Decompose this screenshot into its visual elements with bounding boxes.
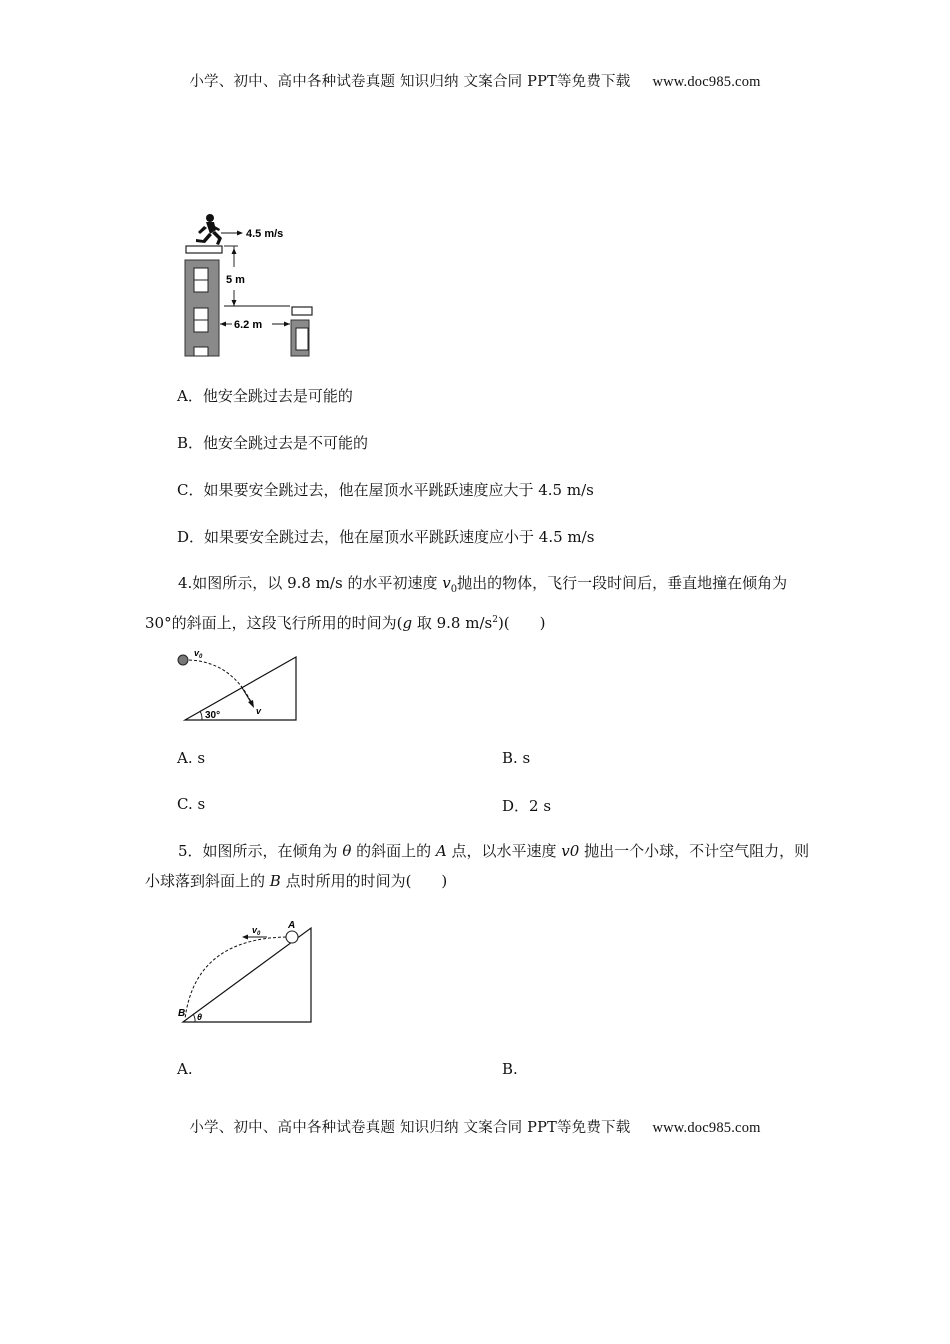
q4-text-2: 抛出的物体，飞行一段时间后，垂直地撞在倾角为 30°的斜面上，这段飞行所用的时间为( [145,574,788,632]
fig3-v0-label: $v_0$ [252,925,261,937]
runner-icon [196,214,222,245]
q5-text-5: 点时所用的时间为( ) [280,872,448,890]
q4-option-a: A. s [177,749,206,767]
ball-icon [178,655,188,665]
page-header [0,70,950,91]
header-text: 小学、初中、高中各种试卷真题 知识归纳 文案合同 PPT等免费下载 [189,74,631,90]
header-site: www.doc985.com [652,74,761,90]
q4-option-c: C. s [177,795,206,813]
footer-text: 小学、初中、高中各种试卷真题 知识归纳 文案合同 PPT等免费下载 [189,1120,631,1136]
q3-option-b: B．他安全跳过去是不可能的 [177,434,369,452]
fig2-v0-label: $v_0$ [194,648,203,660]
q4-stem [145,568,810,638]
q5-option-b: B. [502,1060,518,1078]
q5-text-4: 抛出一个小球，不计空气阻力，则小球落到斜面上的 [145,842,810,890]
q5-point-b: B [269,872,281,890]
q4-option-d: D．2 s [502,797,552,815]
q4-option-b: B. s [502,749,531,767]
q3-option-c: C．如果要安全跳过去，他在屋顶水平跳跃速度应大于 4.5 m/s [177,481,594,499]
q4-text-4: )( ) [497,614,546,632]
q3-option-a: A．他安全跳过去是可能的 [177,387,353,405]
fig2-v-label: v [256,706,262,716]
q4-text-3: 取 9.8 m/s [412,614,493,632]
incline-triangle [185,657,296,720]
q4-g: g [402,614,413,632]
q5-point-a: A [435,842,447,860]
page-footer [0,1116,950,1137]
incline-theta-figure [175,915,320,1030]
footer-site: www.doc985.com [652,1120,761,1136]
q4-v0-sub: 0 [450,584,458,595]
q4-v0: v [442,574,451,592]
q5-stem [145,836,810,896]
q5-text-1: 5．如图所示，在倾角为 [178,842,343,860]
q5-option-a: A. [177,1060,193,1078]
q4-text-1: 4.如图所示，以 9.8 m/s 的水平初速度 [178,574,443,592]
ball-a-icon [286,931,298,943]
incline-30-figure [175,646,305,726]
q5-v0: v0 [561,842,580,860]
q5-theta: θ [342,842,352,860]
fig3-a-label: A [288,920,296,931]
q5-text-3: 点，以水平速度 [446,842,562,860]
fig3-theta-label: θ [197,1012,203,1022]
q3-option-d: D．如果要安全跳过去，他在屋顶水平跳跃速度应小于 4.5 m/s [177,528,595,546]
roof-ledge-right [292,307,312,315]
height-label: 5 m [226,274,245,286]
fig2-angle-label: 30° [205,710,221,721]
rooftop-jump-figure [180,212,320,362]
speed-label: 4.5 m/s [246,228,284,240]
gap-label: 6.2 m [234,319,263,331]
roof-ledge-left [186,246,222,253]
fig3-b-label: B [178,1008,186,1019]
q5-text-2: 的斜面上的 [351,842,436,860]
q4-sup: 2 [492,615,498,625]
